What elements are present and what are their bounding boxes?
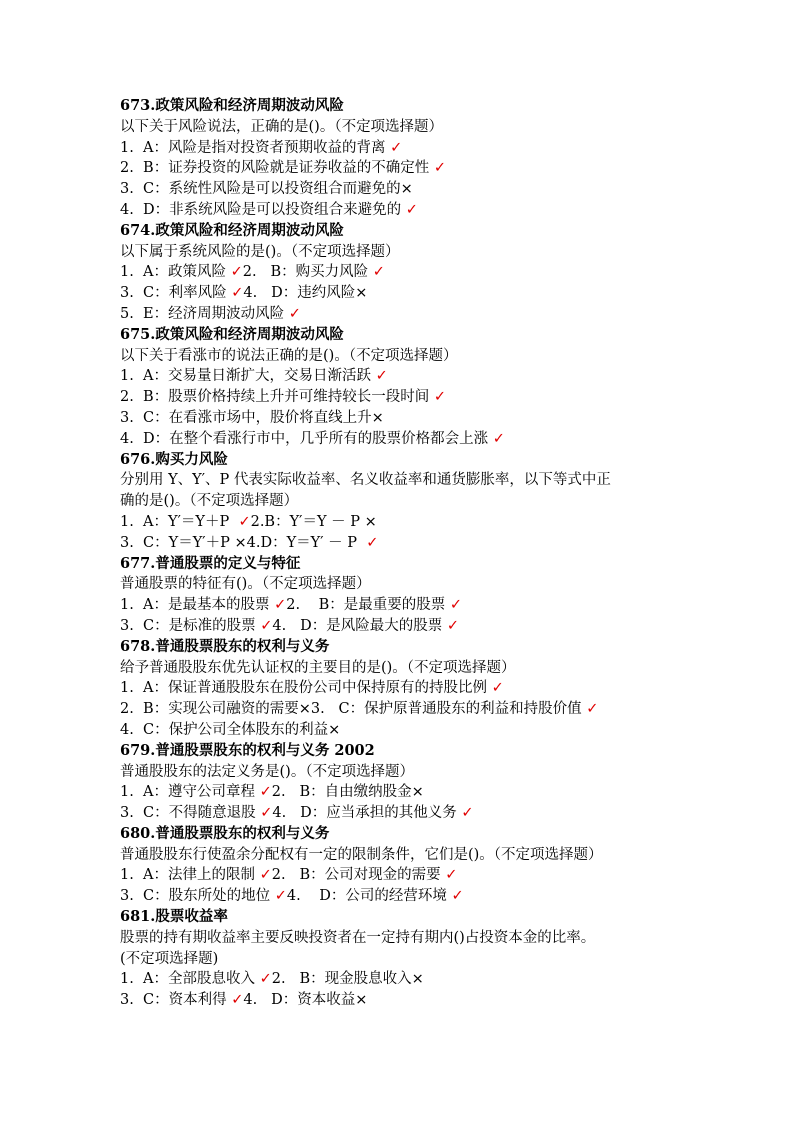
text-segment: 1. A：是最基本的股票 xyxy=(120,597,275,614)
text-segment: 确的是()。（不定项选择题） xyxy=(120,493,299,510)
check-mark-icon: ✓ xyxy=(274,597,287,614)
cross-mark-icon: × xyxy=(411,971,424,988)
text-segment: 2. B：公司对现金的需要 xyxy=(271,867,446,884)
text-segment: 3. C：股东所处的地位 xyxy=(120,888,275,905)
text-segment: 4. D：非系统风险是可以投资组合来避免的 xyxy=(120,201,406,218)
option-line xyxy=(120,990,710,1011)
option-line xyxy=(120,595,710,616)
check-mark-icon: ✓ xyxy=(366,534,379,551)
text-segment: 5. E：经济周期波动风险 xyxy=(120,305,289,322)
question-text xyxy=(120,491,710,512)
text-segment: 3. C：不得随意退股 xyxy=(120,805,261,822)
check-mark-icon: ✓ xyxy=(231,285,244,302)
text-segment: 分别用 Y、Y′、P 代表实际收益率、名义收益率和通货膨胀率，以下等式中正 xyxy=(120,472,611,489)
text-segment: 3. C：保护原普通股东的利益和持股价值 xyxy=(310,701,587,718)
check-mark-icon: ✓ xyxy=(433,389,446,406)
check-mark-icon: ✓ xyxy=(230,264,243,281)
question-text xyxy=(120,117,710,138)
text-segment: 1. A：政策风险 xyxy=(120,264,231,281)
option-line xyxy=(120,533,710,554)
text-segment: (不定项选择题) xyxy=(120,950,219,967)
text-segment: 1. A：Y′＝Y＋P xyxy=(120,513,239,530)
check-mark-icon: ✓ xyxy=(231,992,244,1009)
text-segment: 677.普通股票的定义与特征 xyxy=(120,554,301,572)
option-line xyxy=(120,283,710,304)
question-title xyxy=(120,325,710,346)
check-mark-icon: ✓ xyxy=(259,971,272,988)
cross-mark-icon: × xyxy=(298,701,311,718)
text-segment: 1. A：风险是指对投资者预期收益的背离 xyxy=(120,139,391,156)
option-line xyxy=(120,429,710,450)
text-segment: 3. C：利率风险 xyxy=(120,285,232,302)
text-segment: 2.B：Y′＝Y － P xyxy=(250,513,365,530)
check-mark-icon: ✓ xyxy=(451,888,464,905)
question-title xyxy=(120,221,710,242)
text-segment: 以下关于风险说法，正确的是()。（不定项选择题） xyxy=(120,118,444,135)
check-mark-icon: ✓ xyxy=(492,430,505,447)
text-segment: 3. C：Y＝Y′＋P xyxy=(120,534,235,551)
question-text xyxy=(120,242,710,263)
option-line xyxy=(120,366,710,387)
option-line xyxy=(120,179,710,200)
cross-mark-icon: × xyxy=(355,992,368,1009)
cross-mark-icon: × xyxy=(328,721,341,738)
check-mark-icon: ✓ xyxy=(433,160,446,177)
check-mark-icon: ✓ xyxy=(260,617,273,634)
text-segment: 673.政策风险和经济周期波动风险 xyxy=(120,97,344,114)
document-page xyxy=(120,96,710,1011)
question-text xyxy=(120,949,710,970)
question-text xyxy=(120,574,710,595)
text-segment: 普通股股东的法定义务是()。（不定项选择题） xyxy=(120,763,415,780)
text-segment: 674.政策风险和经济周期波动风险 xyxy=(120,221,344,239)
text-segment: 3. C：资本利得 xyxy=(120,992,232,1009)
option-line xyxy=(120,678,710,699)
text-segment: 4.D：Y＝Y′ － P xyxy=(246,534,367,551)
text-segment: 4. C：保护公司全体股东的利益 xyxy=(120,721,329,738)
cross-mark-icon: × xyxy=(400,181,413,198)
check-mark-icon: ✓ xyxy=(375,368,388,385)
option-line xyxy=(120,408,710,429)
text-segment: 4. D：在整个看涨行市中，几乎所有的股票价格都会上涨 xyxy=(120,430,493,447)
text-segment: 3. C：系统性风险是可以投资组合而避免的 xyxy=(120,181,401,198)
question-title xyxy=(120,741,710,762)
check-mark-icon: ✓ xyxy=(238,513,251,530)
text-segment: 3. C：在看涨市场中，股价将直线上升 xyxy=(120,409,372,426)
text-segment: 1. A：交易量日渐扩大，交易日渐活跃 xyxy=(120,368,376,385)
option-line xyxy=(120,512,710,533)
text-segment: 2. B：实现公司融资的需要 xyxy=(120,701,299,718)
question-text xyxy=(120,762,710,783)
question-title xyxy=(120,450,710,471)
text-segment: 1. A：法律上的限制 xyxy=(120,867,260,884)
text-segment: 4. D：资本收益 xyxy=(243,992,356,1009)
text-segment: 2. B：是最重要的股票 xyxy=(286,597,450,614)
option-line xyxy=(120,886,710,907)
text-segment: 2. B：购买力风险 xyxy=(242,264,373,281)
option-line xyxy=(120,720,710,741)
text-segment: 676.购买力风险 xyxy=(120,450,228,468)
text-segment: 普通股票的特征有()。（不定项选择题） xyxy=(120,576,371,593)
text-segment: 681.股票收益率 xyxy=(120,908,228,926)
text-segment: 1. A：保证普通股股东在股份公司中保持原有的持股比例 xyxy=(120,680,492,697)
check-mark-icon: ✓ xyxy=(259,867,272,884)
check-mark-icon: ✓ xyxy=(461,805,474,822)
question-title xyxy=(120,907,710,928)
text-segment: 680.普通股票股东的权利与义务 xyxy=(120,824,330,842)
check-mark-icon: ✓ xyxy=(259,784,272,801)
check-mark-icon: ✓ xyxy=(405,201,418,218)
text-segment: 股票的持有期收益率主要反映投资者在一定持有期内()占投资本金的比率。 xyxy=(120,929,596,946)
question-text xyxy=(120,928,710,949)
option-line xyxy=(120,262,710,283)
option-line xyxy=(120,699,710,720)
option-line xyxy=(120,803,710,824)
text-segment: 2. B：股票价格持续上升并可维持较长一段时间 xyxy=(120,389,434,406)
question-text xyxy=(120,658,710,679)
cross-mark-icon: × xyxy=(411,784,424,801)
text-segment: 679.普通股票股东的权利与义务 2002 xyxy=(120,741,375,759)
text-segment: 3. C：是标准的股票 xyxy=(120,617,261,634)
question-title xyxy=(120,637,710,658)
question-title xyxy=(120,554,710,575)
text-segment: 675.政策风险和经济周期波动风险 xyxy=(120,325,344,343)
option-line xyxy=(120,387,710,408)
option-line xyxy=(120,158,710,179)
text-segment: 678.普通股票股东的权利与义务 xyxy=(120,637,330,655)
text-segment: 4. D：应当承担的其他义务 xyxy=(272,805,462,822)
check-mark-icon: ✓ xyxy=(445,867,458,884)
question-text xyxy=(120,346,710,367)
text-segment: 4. D：是风险最大的股票 xyxy=(272,617,447,634)
option-line xyxy=(120,969,710,990)
question-title xyxy=(120,824,710,845)
cross-mark-icon: × xyxy=(234,534,247,551)
check-mark-icon: ✓ xyxy=(491,680,504,697)
text-segment: 1. A：遵守公司章程 xyxy=(120,784,260,801)
text-segment: 4. D：违约风险 xyxy=(243,285,356,302)
option-line xyxy=(120,782,710,803)
text-segment: 2. B：现金股息收入 xyxy=(271,971,412,988)
check-mark-icon: ✓ xyxy=(372,264,385,281)
text-segment: 4. D：公司的经营环境 xyxy=(286,888,452,905)
text-segment: 2. B：证券投资的风险就是证券收益的不确定性 xyxy=(120,160,434,177)
text-segment: 以下关于看涨市的说法正确的是()。（不定项选择题） xyxy=(120,347,458,364)
option-line xyxy=(120,138,710,159)
cross-mark-icon: × xyxy=(364,513,377,530)
option-line xyxy=(120,200,710,221)
cross-mark-icon: × xyxy=(355,285,368,302)
text-segment: 普通股股东行使盈余分配权有一定的限制条件，它们是()。（不定项选择题） xyxy=(120,846,603,863)
text-segment: 1. A：全部股息收入 xyxy=(120,971,260,988)
check-mark-icon: ✓ xyxy=(449,597,462,614)
text-segment: 以下属于系统风险的是()。（不定项选择题） xyxy=(120,243,400,260)
question-title xyxy=(120,96,710,117)
check-mark-icon: ✓ xyxy=(288,305,301,322)
option-line xyxy=(120,304,710,325)
question-text xyxy=(120,845,710,866)
question-text xyxy=(120,470,710,491)
text-segment: 给予普通股股东优先认证权的主要目的是()。（不定项选择题） xyxy=(120,659,516,676)
check-mark-icon: ✓ xyxy=(586,701,599,718)
text-segment: 2. B：自由缴纳股金 xyxy=(271,784,412,801)
cross-mark-icon: × xyxy=(371,409,384,426)
check-mark-icon: ✓ xyxy=(390,139,403,156)
option-line xyxy=(120,865,710,886)
check-mark-icon: ✓ xyxy=(274,888,287,905)
check-mark-icon: ✓ xyxy=(260,805,273,822)
option-line xyxy=(120,616,710,637)
check-mark-icon: ✓ xyxy=(446,617,459,634)
